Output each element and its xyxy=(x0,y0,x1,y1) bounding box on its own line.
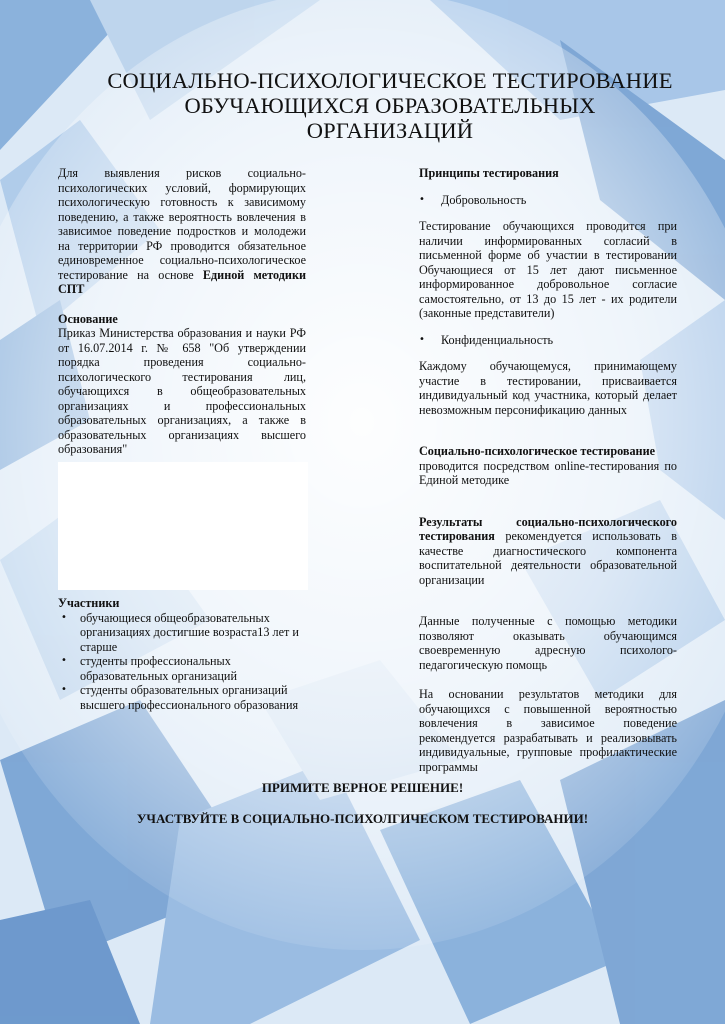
spt-text: проводится посредством online-тестирования по Единой методике xyxy=(419,458,677,487)
principle-1-list xyxy=(419,193,677,208)
principle-confidentiality: • Конфиденциальность xyxy=(419,333,677,348)
list-item: • обучающиеся общеобразовательных организациях достигшие возраста13 лет и старше xyxy=(58,611,306,655)
list-item: • студенты образовательных организаций высшего профессионального образования xyxy=(58,683,306,712)
call-to-action-2: УЧАСТВУЙТЕ В СОЦИАЛЬНО-ПСИХОЛГИЧЕСКОМ ТЕСТИРОВАНИИ! xyxy=(136,811,589,826)
participants-section xyxy=(58,596,306,712)
results-bold: Результаты социально-психологического тестирования xyxy=(419,514,677,543)
title-line-3: ОРГАНИЗАЦИЙ xyxy=(306,118,474,143)
call-to-action-1: ПРИМИТЕ ВЕРНОЕ РЕШЕНИЕ! xyxy=(261,780,464,795)
list-item: • студенты профессиональных образовательных организаций xyxy=(58,654,306,683)
title-line-2: ОБУЧАЮЩИХСЯ ОБРАЗОВАТЕЛЬНЫХ xyxy=(184,93,596,118)
principle-2-list xyxy=(419,333,677,348)
data-paragraph: Данные полученные с помощью методики позволяют оказывать обучающимся своевременную адресную психолого-педагогическую помощь xyxy=(419,614,677,672)
page-title xyxy=(60,68,720,143)
principle-voluntary: • Добровольность xyxy=(419,193,677,208)
left-column xyxy=(58,166,306,457)
basis-heading: Основание xyxy=(58,311,118,326)
programs-paragraph: На основании результатов методики для обучающихся с повышенной вероятностью вовлечения в зависимое поведение рекомендуется разрабатывать и реализовывать индивидуальные, групповые профилактические программы xyxy=(419,687,677,774)
results-paragraph xyxy=(419,515,677,588)
participants-heading: Участники xyxy=(58,596,120,610)
principle-1-text: Тестирование обучающихся проводится при наличии информированных согласий в письменной форме об участии в тестировании Обучающиеся от 15 лет дают письменное информированное добровольное согласие самостоятельно, от 13 до 15 лет - их родители (законные представители) xyxy=(419,219,677,320)
right-column xyxy=(419,166,677,774)
participants-list xyxy=(58,611,306,713)
blank-image-area xyxy=(58,462,308,590)
intro-paragraph xyxy=(58,166,306,297)
spt-heading: Социально-психологическое тестирование xyxy=(419,444,656,458)
principles-heading: Принципы тестирования xyxy=(419,166,559,180)
title-line-1: СОЦИАЛЬНО-ПСИХОЛОГИЧЕСКОЕ ТЕСТИРОВАНИЕ xyxy=(107,68,673,93)
intro-text: Для выявления рисков социально-психологических условий, формирующих психологическую готовность к зависимому поведению, а также вероятность вовлечения в зависимое поведение подростков и молодежи на территории РФ проводится обязательное единовременное социально-психологическое тестирование на основе xyxy=(58,166,306,282)
principle-2-text: Каждому обучающемуся, принимающему участие в тестировании, присваивается индивидуальный код участника, который делает невозможным персонификацию данных xyxy=(419,359,677,417)
results-text: рекомендуется использовать в качестве диагностического компонента воспитательной деятельности образовательной организации xyxy=(419,529,677,587)
basis-text: Приказ Министерства образования и науки РФ от 16.07.2014 г. № 658 "Об утверждении порядка проведения социально-психологического тестирования лиц, обучающихся в общеобразовательных организациях и профессиональных образовательных организациях, а также в образовательных организациях высшего образования" xyxy=(58,326,306,456)
intro-bold-text: Единой методики СПТ xyxy=(58,267,306,296)
